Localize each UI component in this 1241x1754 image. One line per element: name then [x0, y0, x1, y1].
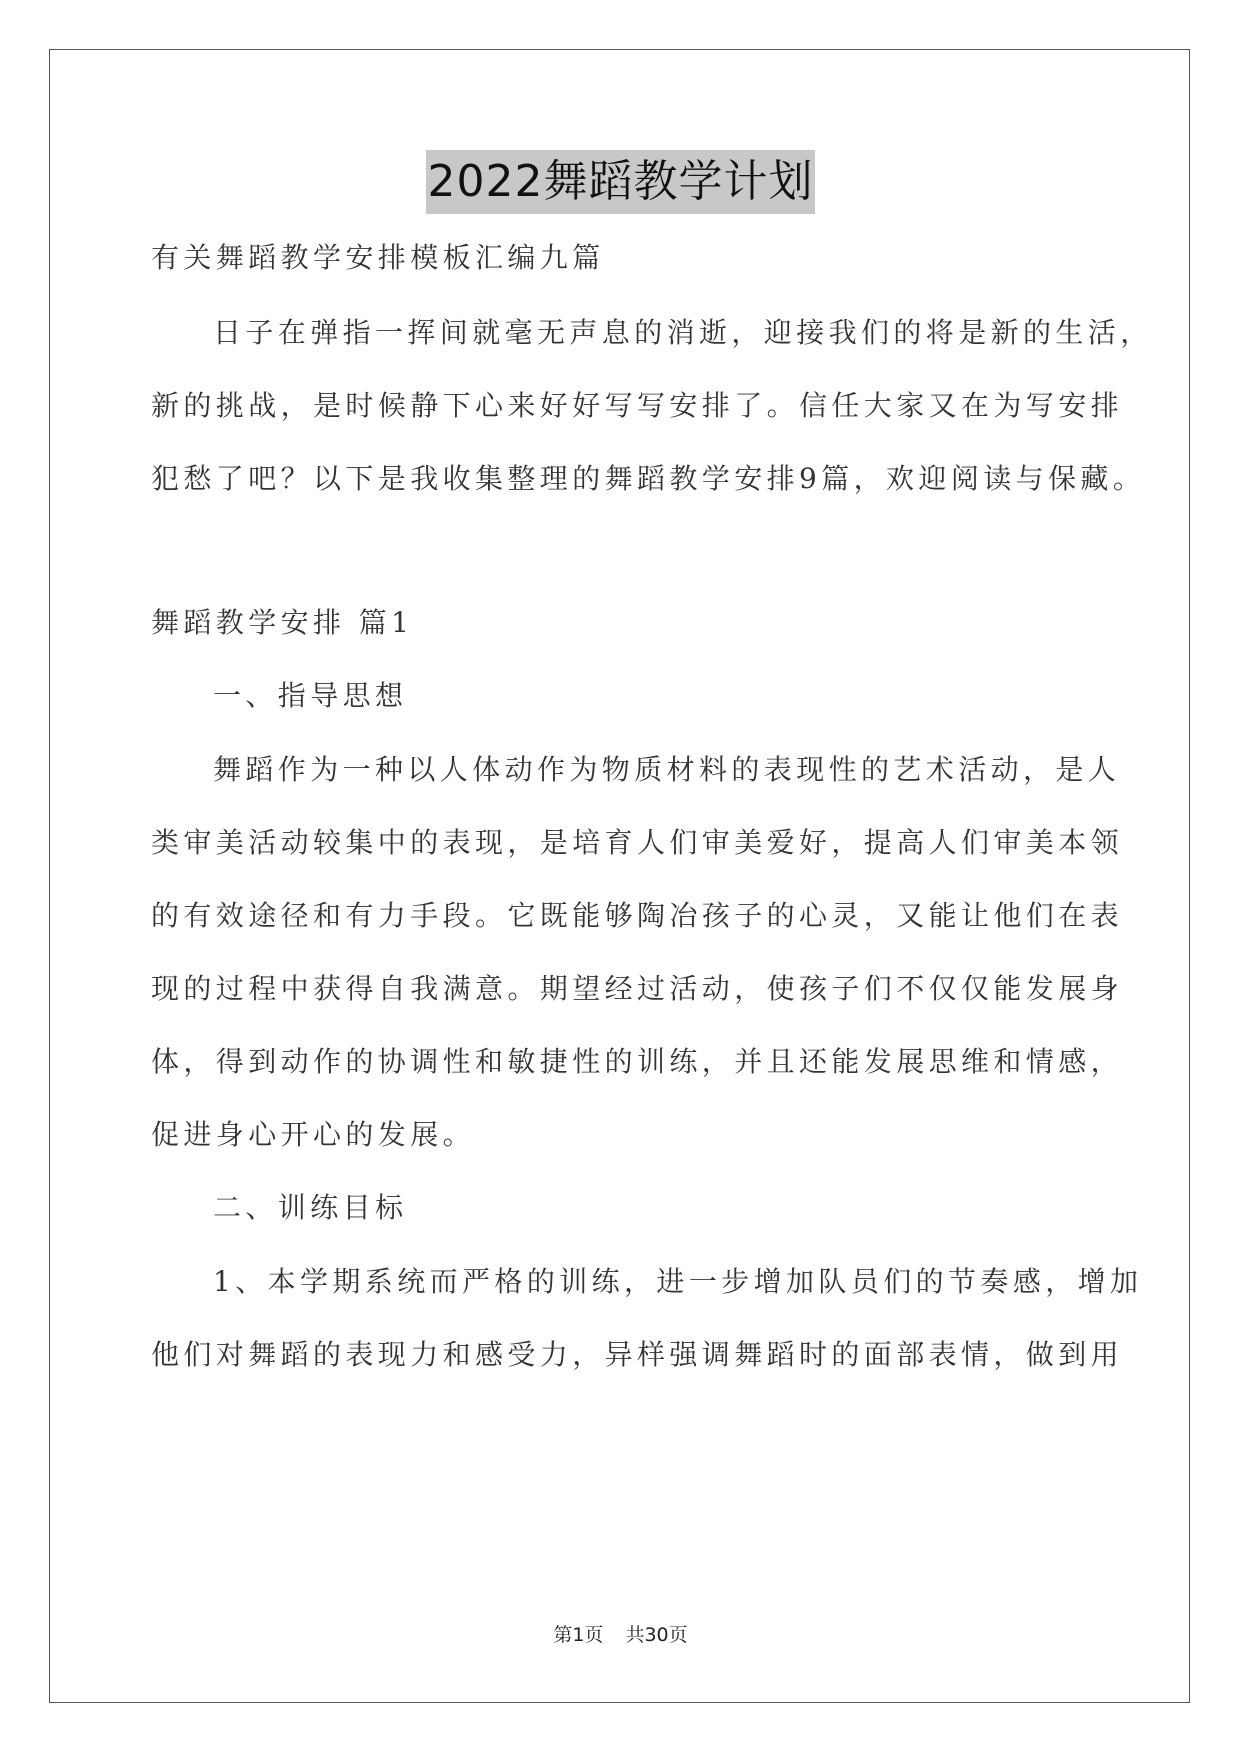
part1-line-5: 体，得到动作的协调性和敏捷性的训练，并且还能发展思维和情感， [151, 1045, 1124, 1078]
document-title: 2022舞蹈教学计划 [426, 150, 816, 214]
part2-line-2: 他们对舞蹈的表现力和感受力，异样强调舞蹈时的面部表情，做到用 [151, 1338, 1124, 1371]
page-border [49, 49, 1190, 1703]
document-subtitle: 有关舞蹈教学安排模板汇编九篇 [151, 241, 605, 274]
page-total: 共30页 [625, 1624, 688, 1646]
part1-line-4: 现的过程中获得自我满意。期望经过活动，使孩子们不仅仅能发展身 [151, 972, 1124, 1005]
title-wrapper [0, 150, 1241, 214]
part1-line-6: 促进身心开心的发展。 [151, 1118, 476, 1151]
intro-line-1: 日子在弹指一挥间就毫无声息的消逝，迎接我们的将是新的生活， [213, 316, 1153, 349]
intro-line-2: 新的挑战，是时候静下心来好好写写安排了。信任大家又在为写安排 [151, 389, 1124, 422]
part1-line-2: 类审美活动较集中的表现，是培育人们审美爱好，提高人们审美本领 [151, 826, 1124, 859]
part2-line-1: 1、本学期系统而严格的训练，进一步增加队员们的节奏感，增加 [213, 1265, 1143, 1298]
page-number: 第1页 [553, 1624, 604, 1646]
page-footer [0, 1620, 1241, 1647]
intro-line-3: 犯愁了吧？以下是我收集整理的舞蹈教学安排9篇，欢迎阅读与保藏。 [151, 462, 1146, 495]
part1-line-1: 舞蹈作为一种以人体动作为物质材料的表现性的艺术活动，是人 [213, 753, 1121, 786]
section-heading: 舞蹈教学安排 篇1 [151, 606, 414, 639]
part1-heading: 一、指导思想 [213, 679, 408, 712]
part1-line-3: 的有效途径和有力手段。它既能够陶冶孩子的心灵，又能让他们在表 [151, 899, 1124, 932]
part2-heading: 二、训练目标 [213, 1191, 408, 1224]
